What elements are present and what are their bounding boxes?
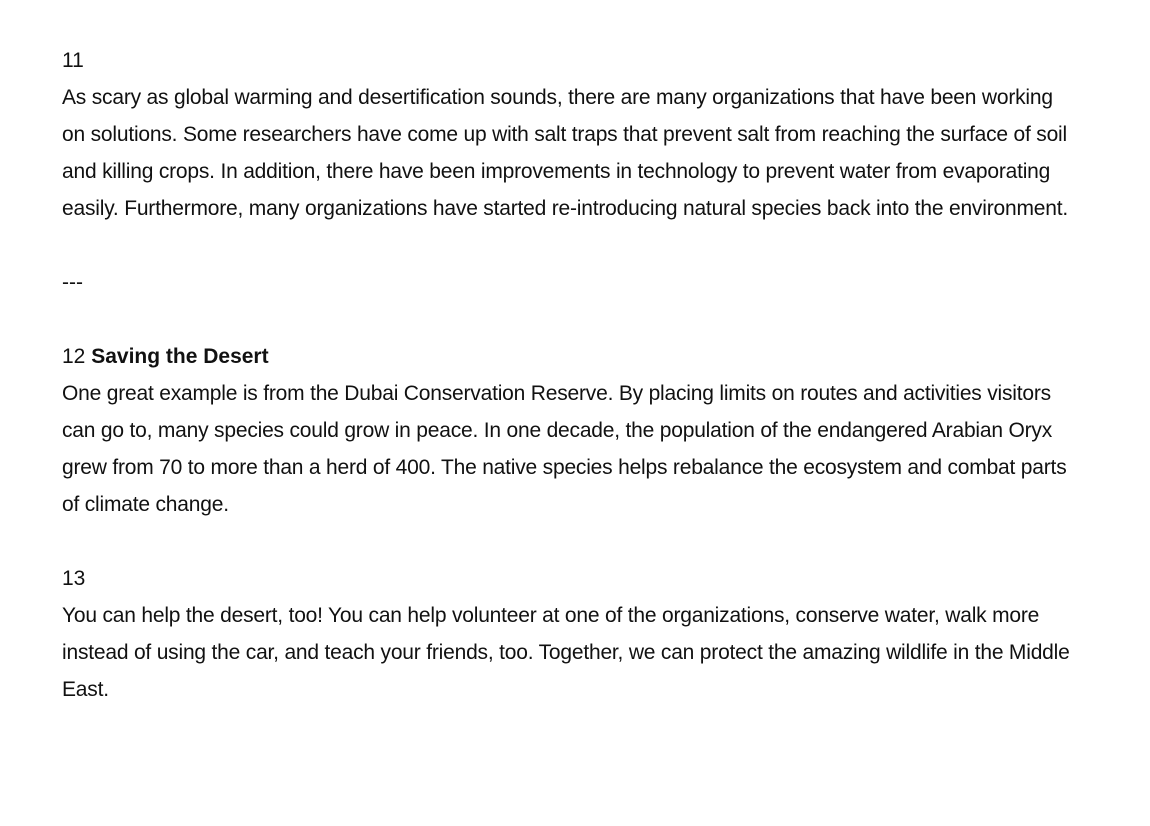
section-12 — [62, 339, 1072, 523]
section-paragraph: One great example is from the Dubai Conservation Reserve. By placing limits on routes and activities visitors can go to, many species could grow in peace. In one decade, the population of the endangered Arabian Oryx grew from 70 to more than a herd of 400. The native species helps rebalance the ecosystem and combat parts of climate change. — [62, 382, 1067, 516]
section-11 — [62, 43, 1072, 227]
spacer — [62, 301, 1072, 339]
section-number — [62, 43, 1072, 79]
section-number — [62, 561, 1072, 597]
section-13 — [62, 561, 1072, 708]
section-paragraph: As scary as global warming and desertification sounds, there are many organizations that have been working on solutions. Some researchers have come up with salt traps that prevent salt from reaching the surface of soil and killing crops. In addition, there have been improvements in technology to prevent water from evaporating easily. Furthermore, many organizations have started re-introducing natural species back into the environment. — [62, 86, 1068, 220]
section-title: Saving the Desert — [91, 345, 269, 368]
divider: --- — [62, 271, 83, 294]
page-number: 11 — [62, 49, 84, 72]
spacer — [62, 523, 1072, 561]
page-number: 12 — [62, 345, 86, 368]
section-heading — [62, 339, 1072, 375]
section-paragraph: You can help the desert, too! You can help volunteer at one of the organizations, conserve water, walk more instead of using the car, and teach your friends, too. Together, we can protect the amazing wildlife in the Middle East. — [62, 604, 1070, 701]
page-number: 13 — [62, 567, 86, 590]
spacer — [62, 227, 1072, 265]
document-page — [62, 43, 1072, 708]
